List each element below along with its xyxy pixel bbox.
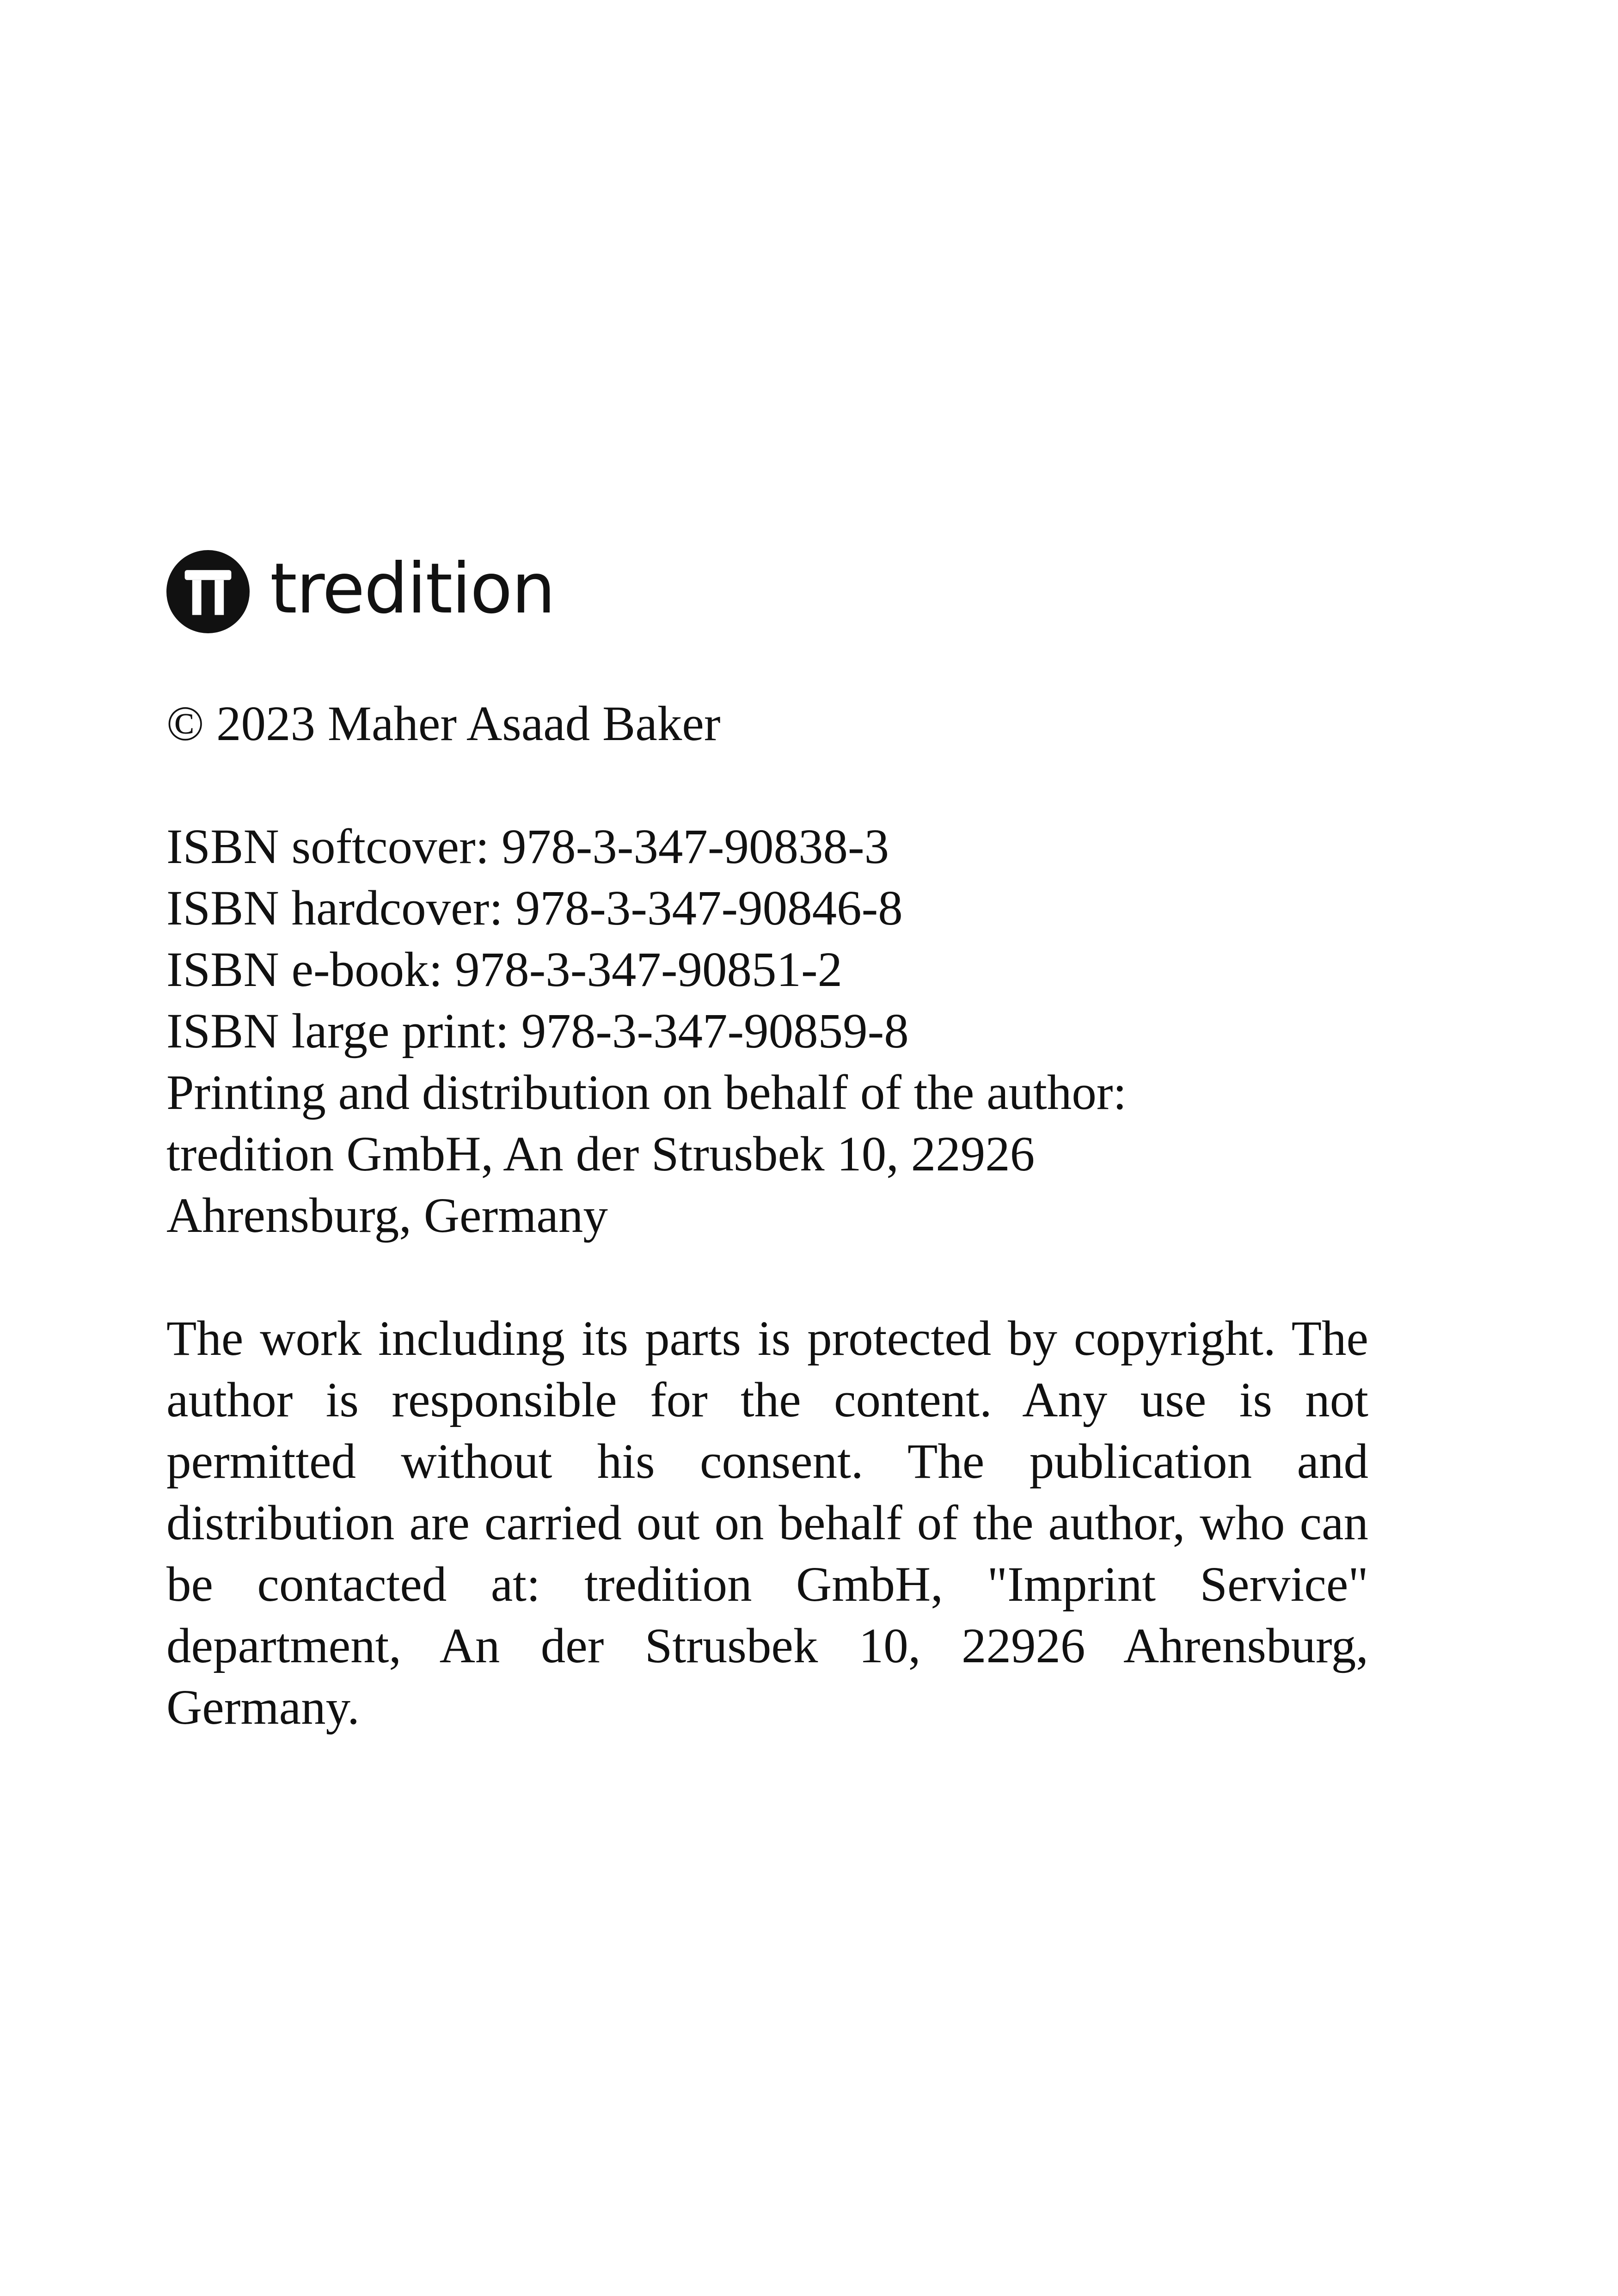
logo-wordmark: tredition xyxy=(270,549,555,629)
printing-line-1: Printing and distribution on behalf of the author: xyxy=(166,1065,1127,1120)
isbn-ebook: ISBN e-book: 978-3-347-90851-2 xyxy=(166,943,843,997)
tredition-logo-icon xyxy=(166,550,250,633)
imprint-text xyxy=(166,693,1368,1739)
publisher-logo xyxy=(166,545,555,638)
isbn-hardcover: ISBN hardcover: 978-3-347-90846-8 xyxy=(166,881,903,936)
isbn-large-print: ISBN large print: 978-3-347-90859-8 xyxy=(166,1004,909,1059)
copyright-notice: The work including its parts is protected by copyright. The author is responsible for the content. Any use is not permitted without his consent. The publication and distribution are carried out on behalf of the author, who can be contacted at: tredition GmbH, "Imprint Service" department, An der Strusbek 10, 22926 Ahrensburg, Germany. xyxy=(166,1311,1368,1735)
printing-line-2: tredition GmbH, An der Strusbek 10, 22926 xyxy=(166,1127,1035,1182)
spacer xyxy=(166,755,1368,816)
printing-line-3: Ahrensburg, Germany xyxy=(166,1188,608,1243)
isbn-softcover: ISBN softcover: 978-3-347-90838-3 xyxy=(166,820,889,874)
copyright-line: © 2023 Maher Asaad Baker xyxy=(166,697,721,751)
spacer xyxy=(166,1247,1368,1308)
